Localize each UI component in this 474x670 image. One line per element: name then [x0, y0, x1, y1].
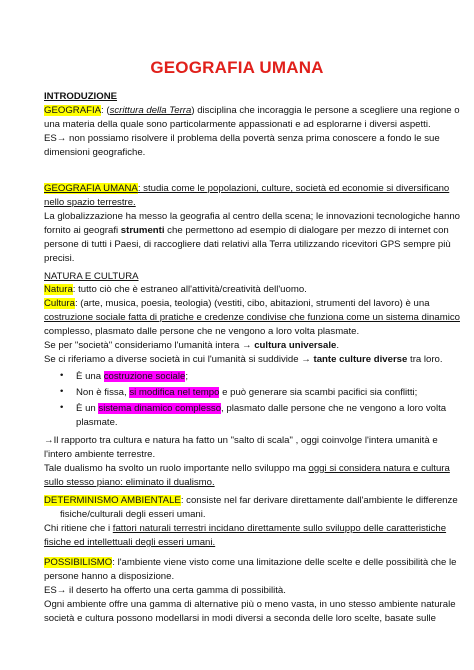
geografia-line-3: ES→ non possiamo risolvere il problema della povertà senza prima conoscere a fondo le sue	[44, 133, 440, 144]
geografia-umana-line-5: persone di tutti i Paesi, di raccogliere dati relativi alla Terra utilizzando ricevitori GPS sempre più	[44, 239, 451, 250]
page-title: GEOGRAFIA UMANA	[150, 58, 324, 77]
geografia-umana-line-3: La globalizzazione ha messo la geografia al centro della scena; le innovazioni tecnologiche hanno	[44, 211, 461, 222]
bullet-icon: •	[60, 386, 64, 397]
natura-line: Natura: tutto ciò che è estraneo all'attività/creatività dell'uomo.	[44, 284, 307, 295]
intro-heading: INTRODUZIONE	[44, 91, 118, 102]
geografia-umana-line-6: precisi.	[44, 253, 75, 264]
rapporto-line-1: →Il rapporto tra cultura e natura ha fatto un "salto di scala" , oggi coinvolge l'intera umanità e	[44, 435, 438, 446]
rapporto-line-2: l'intero ambiente terrestre.	[44, 449, 156, 460]
scrittura-della-terra: scrittura della Terra	[109, 105, 192, 116]
bullet-2: Non è fissa, si modifica nel tempo e può generare sia scambi pacifici sia conflitti;	[76, 387, 418, 398]
possibilismo-line-5: società e cultura possono modellarsi in modi diversi a seconda delle loro scelte, basate sulle	[44, 613, 436, 624]
geografia-umana-line-2: nello spazio terrestre.	[44, 197, 136, 208]
bullet-3: È un sistema dinamico complesso, plasmato dalle persone che ne vengono a loro volta	[76, 403, 447, 414]
determinismo-line-1: DETERMINISMO AMBIENTALE: consiste nel far derivare direttamente dall'ambiente le differenze	[44, 495, 458, 506]
possibilismo-line-3: ES→ il deserto ha offerto una certa gamma di possibilità.	[44, 585, 286, 596]
possibilismo-term: POSSIBILISMO	[44, 557, 113, 568]
determinismo-line-3: Chi ritiene che i fattori naturali terrestri incidano direttamente sullo sviluppo delle caratteristiche	[44, 523, 447, 534]
geografia-umana-line-1: GEOGRAFIA UMANA: studia come le popolazioni, culture, società ed economie si diversificano	[44, 183, 450, 194]
determinismo-line-4: fisiche ed intellettuali degli esseri umani.	[44, 537, 216, 548]
geografia-line-2: una materia della quale sono particolarmente appassionati e ad esplorarne i diversi aspetti.	[44, 119, 431, 130]
bullet-icon: •	[60, 402, 64, 413]
cultura-term: Cultura	[44, 298, 75, 309]
bullet-icon: •	[60, 370, 64, 381]
natura-cultura-heading: NATURA E CULTURA	[44, 271, 139, 282]
cultura-line-3: complesso, plasmato dalle persone che ne vengono a loro volta plasmate.	[44, 326, 360, 337]
determinismo-term: DETERMINISMO AMBIENTALE	[44, 495, 181, 506]
possibilismo-line-4: Ogni ambiente offre una gamma di alternative più o meno vasta, in uno stesso ambiente naturale	[44, 599, 456, 610]
bullet-3-line-2: plasmate.	[76, 417, 118, 428]
natura-term: Natura	[44, 284, 73, 295]
determinismo-line-2: fisiche/culturali degli esseri umani.	[60, 509, 206, 520]
possibilismo-line-1: POSSIBILISMO: l'ambiente viene visto come una limitazione delle scelte e delle possibilità che le	[44, 557, 457, 568]
geografia-umana-line-4: fornito ai geografi strumenti che permettono ad esempio di dialogare per mezzo di internet con	[44, 225, 449, 236]
geografia-umana-term: GEOGRAFIA UMANA	[44, 183, 138, 194]
geografia-term: GEOGRAFIA	[44, 105, 102, 116]
geografia-line-4: dimensioni geografiche.	[44, 147, 146, 158]
cultura-universale-line: Se per "società" consideriamo l'umanità intera → cultura universale.	[44, 340, 340, 351]
possibilismo-line-2: persone hanno a disposizione.	[44, 571, 175, 582]
rapporto-line-3: Tale dualismo ha svolto un ruolo importante nello sviluppo ma oggi si considera natura e cultura	[44, 463, 450, 474]
cultura-line-2: costruzione sociale fatta di pratiche e credenze condivise che funziona come un sistema dinamico	[44, 312, 460, 323]
cultura-line: Cultura: (arte, musica, poesia, teologia) (vestiti, cibo, abitazioni, strumenti del lavoro) è una	[44, 298, 430, 309]
bullet-1: È una costruzione sociale;	[76, 371, 189, 382]
culture-diverse-line: Se ci riferiamo a diverse società in cui l'umanità si suddivide → tante culture diverse tra loro.	[44, 354, 443, 365]
geografia-line-1: GEOGRAFIA: (scrittura della Terra) disciplina che incoraggia le persone a scegliere una regione o	[44, 105, 460, 116]
rapporto-line-4: sullo stesso piano: eliminato il dualismo.	[44, 477, 215, 488]
